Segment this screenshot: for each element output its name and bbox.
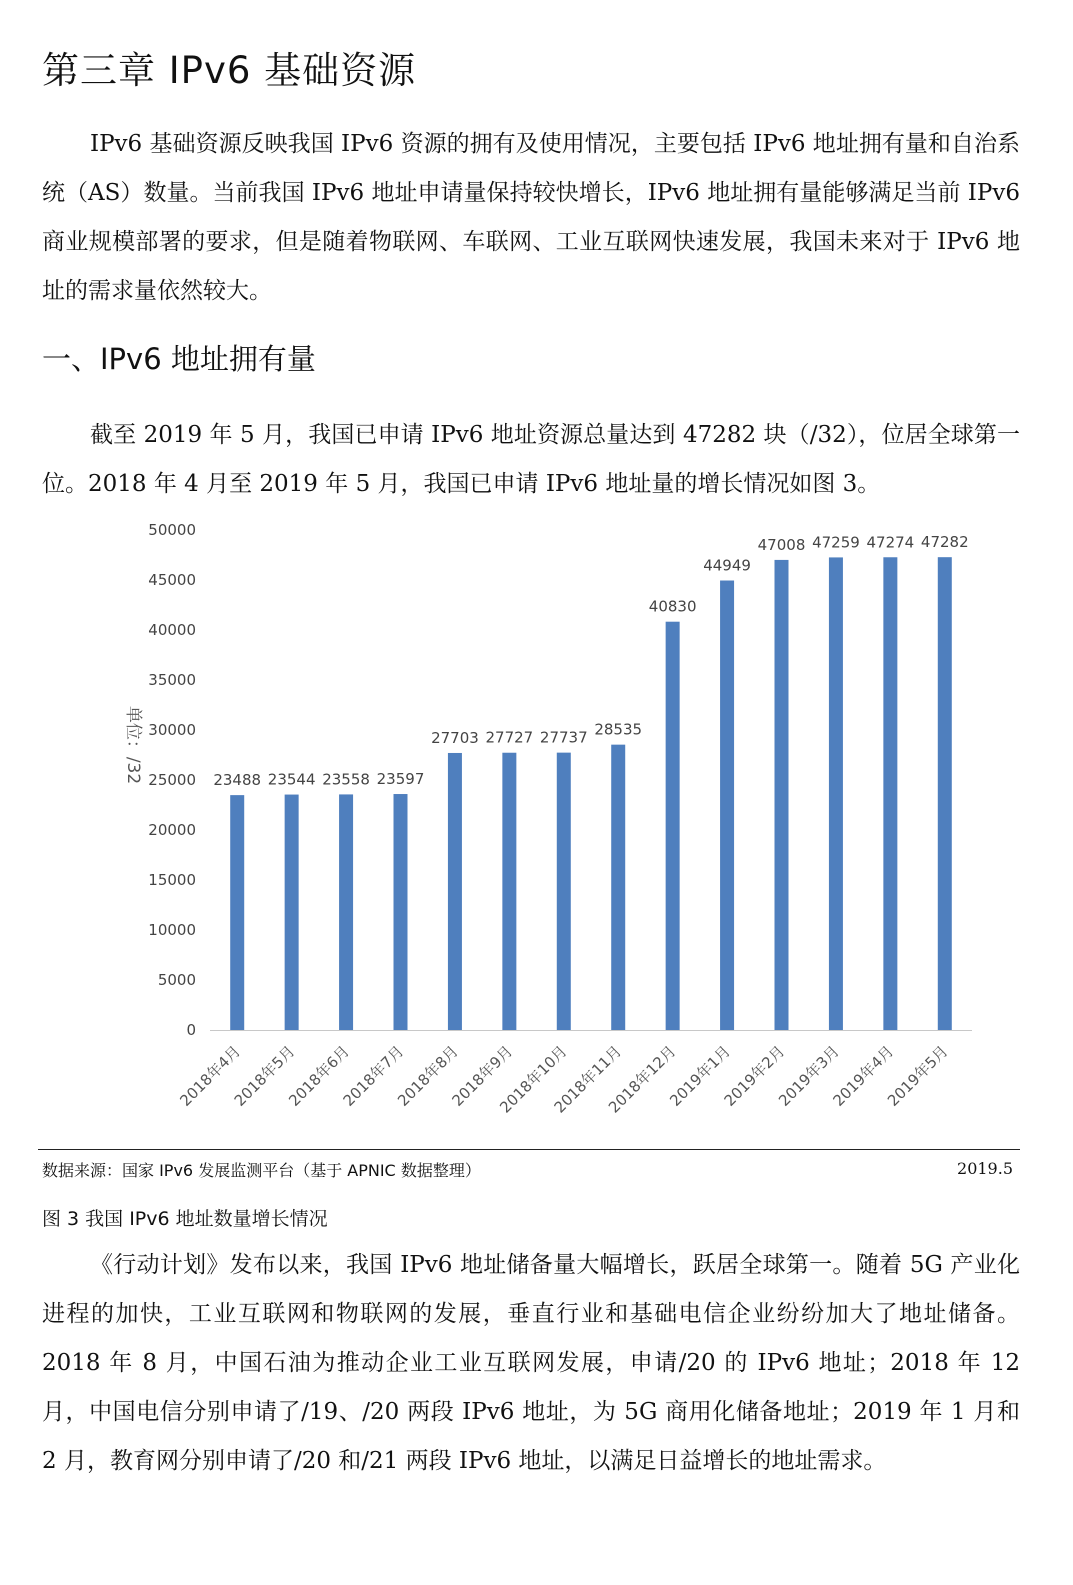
x-tick-label: 2019年3月 bbox=[775, 1042, 843, 1110]
y-tick-label: 0 bbox=[186, 1021, 196, 1039]
data-label: 40830 bbox=[648, 597, 697, 616]
data-label: 23558 bbox=[322, 770, 370, 789]
chapter-title: 第三章 IPv6 基础资源 bbox=[42, 49, 417, 92]
bar bbox=[938, 557, 952, 1030]
intro-paragraph: IPv6 基础资源反映我国 IPv6 资源的拥有及使用情况，主要包括 IPv6 地址拥有量和自治系统（AS）数量。当前我国 IPv6 地址申请量保持较快增长，IPv6 地址拥有量能够满足当前 IPv6 商业规模部署的要求，但是随着物联网、车联网、工业互联网快速发展，我国未来对于 IPv6 地址的需求量依然较大。 bbox=[42, 131, 1020, 304]
bar-chart bbox=[100, 515, 1000, 1140]
y-tick-label: 20000 bbox=[148, 821, 196, 839]
data-label: 47274 bbox=[866, 533, 915, 552]
chart-divider bbox=[38, 1149, 1020, 1150]
x-tick-label: 2018年6月 bbox=[285, 1042, 353, 1110]
y-tick-label: 5000 bbox=[157, 971, 196, 989]
bar bbox=[285, 795, 299, 1030]
data-label: 27737 bbox=[539, 728, 588, 747]
x-tick-label: 2018年4月 bbox=[176, 1042, 245, 1110]
y-tick-label: 40000 bbox=[148, 621, 196, 639]
bar bbox=[557, 753, 571, 1030]
y-tick-label: 45000 bbox=[148, 571, 196, 589]
bar bbox=[611, 745, 625, 1030]
bar bbox=[339, 794, 353, 1030]
data-label: 28535 bbox=[594, 720, 643, 739]
y-tick-label: 30000 bbox=[148, 721, 196, 739]
y-tick-label: 25000 bbox=[148, 771, 196, 789]
y-tick-label: 35000 bbox=[148, 671, 196, 689]
source-date: 2019.5 bbox=[957, 1159, 1013, 1178]
x-tick-label: 2018年8月 bbox=[394, 1042, 462, 1110]
x-tick-label: 2019年4月 bbox=[829, 1042, 898, 1110]
bar bbox=[502, 753, 516, 1030]
bar bbox=[666, 622, 680, 1030]
figure-caption: 图 3 我国 IPv6 地址数量增长情况 bbox=[42, 1208, 328, 1230]
data-label: 23488 bbox=[213, 771, 262, 790]
bar bbox=[883, 557, 897, 1030]
data-label: 47259 bbox=[812, 533, 860, 552]
closing-paragraph: 《行动计划》发布以来，我国 IPv6 地址储备量大幅增长，跃居全球第一。随着 5G 产业化进程的加快，工业互联网和物联网的发展，垂直行业和基础电信企业纷纷加大了地址储备。2018 年 8 月，中国石油为推动企业工业互联网发展，申请/20 的 IPv6 地址；2018 年 12 月，中国电信分别申请了/19、/20 两段 IPv6 地址，为 5G 商用化储备地址；2019 年 1 月和 2 月，教育网分别申请了/20 和/21 两段 IPv6 地址，以满足日益增长的地址需求。 bbox=[42, 1252, 1020, 1474]
data-label: 47008 bbox=[757, 535, 806, 554]
x-tick-label: 2018年10月 bbox=[496, 1042, 571, 1117]
x-tick-label: 2018年5月 bbox=[230, 1042, 299, 1110]
x-tick-label: 2018年11月 bbox=[550, 1042, 626, 1117]
data-label: 23597 bbox=[376, 770, 425, 789]
data-label: 27727 bbox=[485, 728, 534, 747]
section-title: 一、IPv6 地址拥有量 bbox=[42, 342, 316, 376]
x-tick-label: 2019年1月 bbox=[666, 1042, 734, 1110]
x-tick-label: 2018年12月 bbox=[605, 1042, 680, 1117]
y-axis-label: 单位：/32 bbox=[123, 705, 143, 785]
data-label: 23544 bbox=[267, 770, 316, 789]
x-tick-label: 2018年7月 bbox=[339, 1042, 408, 1110]
x-tick-label: 2019年5月 bbox=[883, 1042, 952, 1110]
bar bbox=[775, 560, 789, 1030]
bar bbox=[394, 794, 408, 1030]
data-label: 44949 bbox=[703, 556, 751, 575]
data-source: 数据来源：国家 IPv6 发展监测平台（基于 APNIC 数据整理） bbox=[42, 1161, 481, 1180]
bar bbox=[720, 581, 734, 1030]
bar bbox=[448, 753, 462, 1030]
y-tick-label: 50000 bbox=[148, 521, 196, 539]
data-label: 27703 bbox=[431, 728, 479, 747]
data-label: 47282 bbox=[920, 533, 969, 552]
bar bbox=[230, 795, 244, 1030]
bar bbox=[829, 557, 843, 1030]
x-tick-label: 2018年9月 bbox=[448, 1042, 517, 1110]
y-tick-label: 10000 bbox=[148, 921, 196, 939]
section-paragraph: 截至 2019 年 5 月，我国已申请 IPv6 地址资源总量达到 47282 块（/32），位居全球第一位。2018 年 4 月至 2019 年 5 月，我国已申请 IPv6 地址量的增长情况如图 3。 bbox=[42, 422, 1020, 497]
y-tick-label: 15000 bbox=[148, 871, 196, 889]
x-tick-label: 2019年2月 bbox=[720, 1042, 789, 1110]
